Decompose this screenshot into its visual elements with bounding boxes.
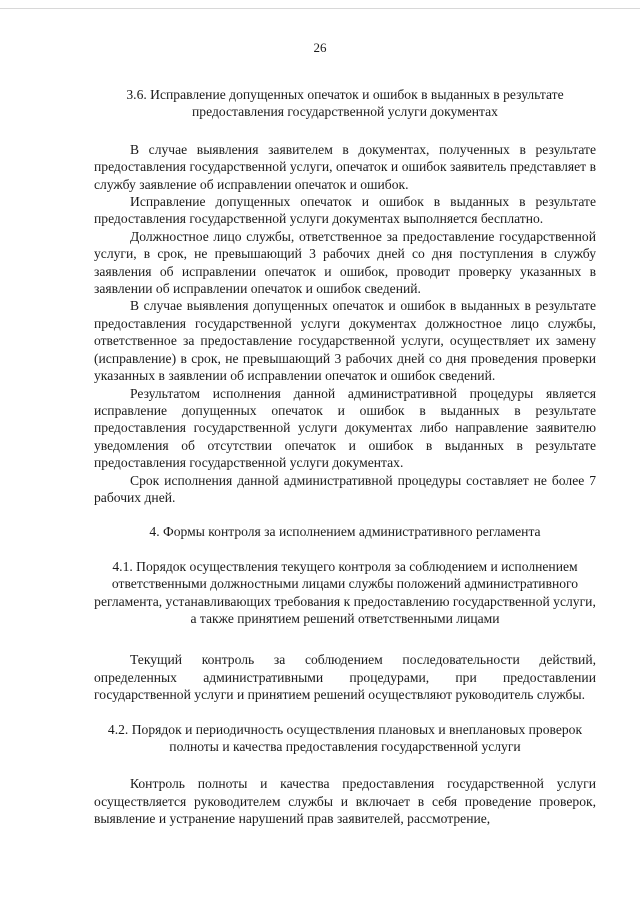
scan-top-line bbox=[0, 8, 640, 9]
paragraph: Текущий контроль за соблюдением последовательности действий, определенных административными процедурами, при предоставлении государственной услуги и принятием решений осуществляют руководитель службы. bbox=[94, 652, 596, 703]
page-number: 26 bbox=[313, 40, 327, 55]
document-body bbox=[94, 86, 596, 828]
paragraph: Контроль полноты и качества предоставления государственной услуги осуществляется руководителем службы и включает в себя проведение проверок, выявление и устранение нарушений прав заявителей, рассмотрение, bbox=[94, 776, 596, 827]
paragraph: Должностное лицо службы, ответственное за предоставление государственной услуги, в срок, не превышающий 3 рабочих дней со дня поступления в службу заявления об исправлении опечаток и ошибок, проводит проверку указанных в заявлении об исправлении опечаток и ошибок сведений. bbox=[94, 228, 596, 297]
section-heading-4: 4. Формы контроля за исполнением административного регламента bbox=[149, 524, 541, 540]
paragraph: Исправление допущенных опечаток и ошибок в выданных в результате предоставления государственной услуги документах выполняется бесплатно. bbox=[94, 194, 596, 227]
paragraph: В случае выявления допущенных опечаток и ошибок в выданных в результате предоставления государственной услуги документах должностное лицо службы, ответственное за предоставление государственной услуги, осуществляет их замену (исправление) в срок, не превышающий 3 рабочих дней со дня проведения проверки указанных в заявлении об исправлении опечаток и ошибок сведений. bbox=[94, 298, 596, 384]
section-heading-4-1: 4.1. Порядок осуществления текущего контроля за соблюдением и исполнением ответственными должностными лицами службы положений административного регламента, устанавливающих требования к предоставлению государственной услуги, а также принятием решений ответственными лицами bbox=[94, 558, 596, 626]
paragraph: В случае выявления заявителем в документах, полученных в результате предоставления государственной услуги, опечаток и ошибок заявитель представляет в службу заявление об исправлении опечаток и ошибок. bbox=[94, 141, 596, 192]
paragraph: Срок исполнения данной административной процедуры составляет не более 7 рабочих дней. bbox=[94, 472, 596, 505]
section-heading-4-2: 4.2. Порядок и периодичность осуществления плановых и внеплановых проверок полноты и качества предоставления государственной услуги bbox=[107, 721, 583, 754]
section-heading-3-6: 3.6. Исправление допущенных опечаток и ошибок в выданных в результате предоставления государственной услуги документах bbox=[126, 87, 564, 120]
paragraph: Результатом исполнения данной административной процедуры является исправление допущенных опечаток и ошибок в выданных в результате предоставления государственной услуги документах либо направление заявителю уведомления об отсутствии опечаток и ошибок в выданных в результате предоставления государственной услуги документах. bbox=[94, 385, 596, 471]
